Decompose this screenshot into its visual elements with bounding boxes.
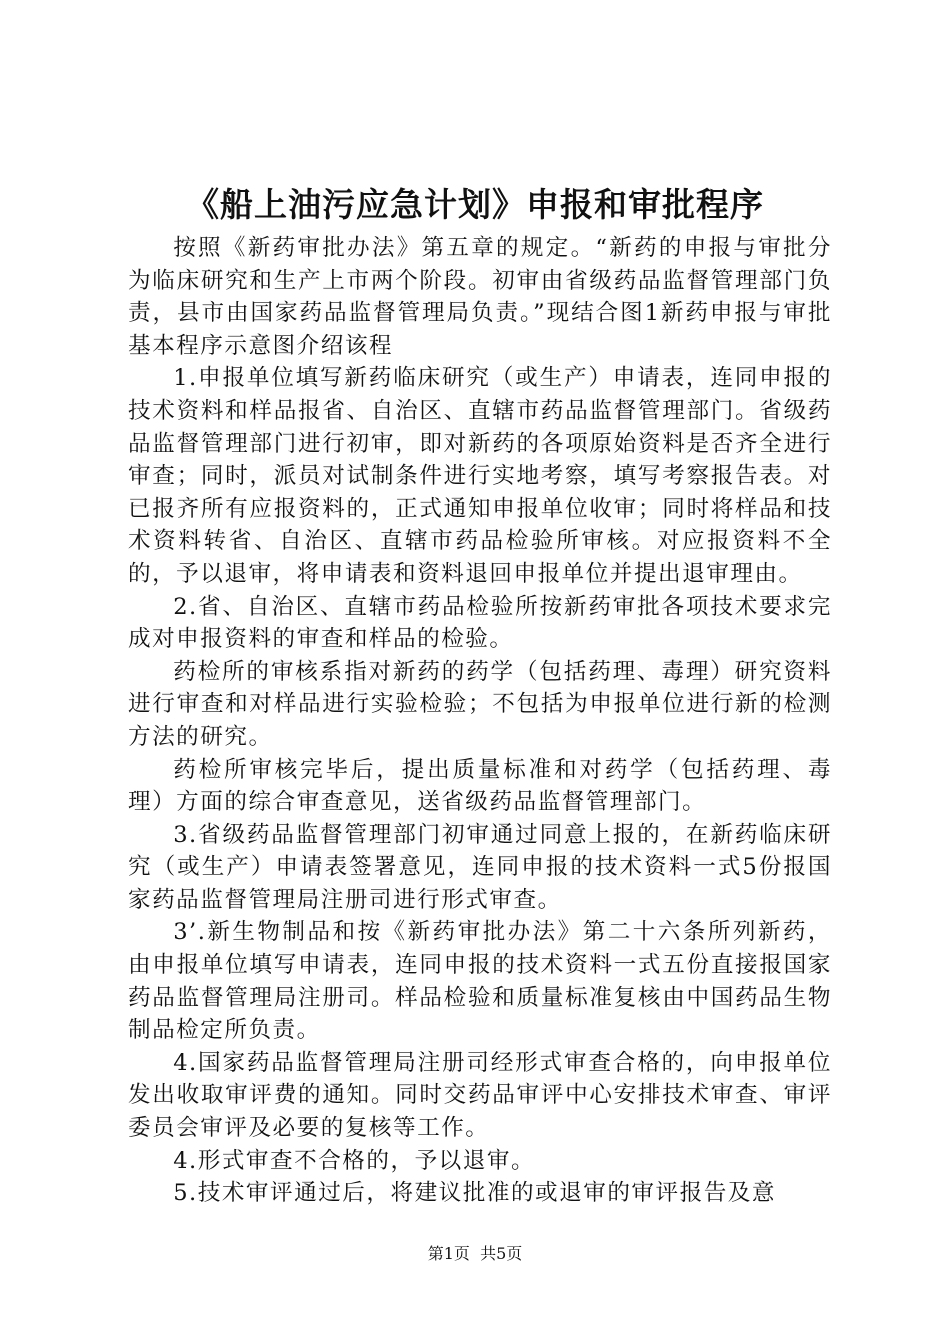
paragraph-step-3: 3.省级药品监督管理部门初审通过同意上报的，在新药临床研究（或生产）申请表签署意见，连同申报的技术资料一式5份报国家药品监督管理局注册司进行形式审查。 (128, 821, 832, 913)
paragraph-step-3-prime: 3’.新生物制品和按《新药审批办法》第二十六条所列新药，由申报单位填写申请表，连同申报的技术资料一式五份直接报国家药品监督管理局注册司。样品检验和质量标准复核由中国药品生物制品检定所负责。 (128, 919, 832, 1044)
page-number: 第1页 (427, 1244, 470, 1263)
paragraph-step-2: 2.省、自治区、直辖市药品检验所按新药审批各项技术要求完成对申报资料的审查和样品的检验。 (128, 593, 832, 653)
document-body (128, 232, 832, 1210)
paragraph-step-4-reject: 4.形式审查不合格的，予以退审。 (173, 1147, 536, 1174)
page-footer (0, 1243, 950, 1265)
paragraph-step-1: 1.申报单位填写新药临床研究（或生产）申请表，连同申报的技术资料和样品报省、自治区、直辖市药品监督管理部门。省级药品监督管理部门进行初审，即对新药的各项原始资料是否齐全进行审查；同时，派员对试制条件进行实地考察，填写考察报告表。对已报齐所有应报资料的，正式通知申报单位收审；同时将样品和技术资料转省、自治区、直辖市药品检验所审核。对应报资料不全的，予以退审，将申请表和资料退回申报单位并提出退审理由。 (128, 365, 832, 587)
paragraph-step-5: 5.技术审评通过后，将建议批准的或退审的审评报告及意 (173, 1180, 776, 1207)
page-total: 共5页 (480, 1244, 523, 1263)
paragraph-step-4: 4.国家药品监督管理局注册司经形式审查合格的，向申报单位发出收取审评费的通知。同时交药品审评中心安排技术审查、审评委员会审评及必要的复核等工作。 (128, 1049, 832, 1142)
paragraph-review-result: 药检所审核完毕后，提出质量标准和对药学（包括药理、毒理）方面的综合审查意见，送省级药品监督管理部门。 (128, 756, 832, 816)
paragraph-intro: 按照《新药审批办法》第五章的规定。“新药的申报与审批分为临床研究和生产上市两个阶段。初审由省级药品监督管理部门负责，县市由国家药品监督管理局负责。”现结合图1新药申报与审批基本程序示意图介绍该程 (128, 235, 832, 359)
document-title: 《船上油污应急计划》申报和审批程序 (186, 185, 764, 224)
paragraph-review-scope: 药检所的审核系指对新药的药学（包括药理、毒理）研究资料进行审查和对样品进行实验检验；不包括为申报单位进行新的检测方法的研究。 (128, 658, 832, 750)
